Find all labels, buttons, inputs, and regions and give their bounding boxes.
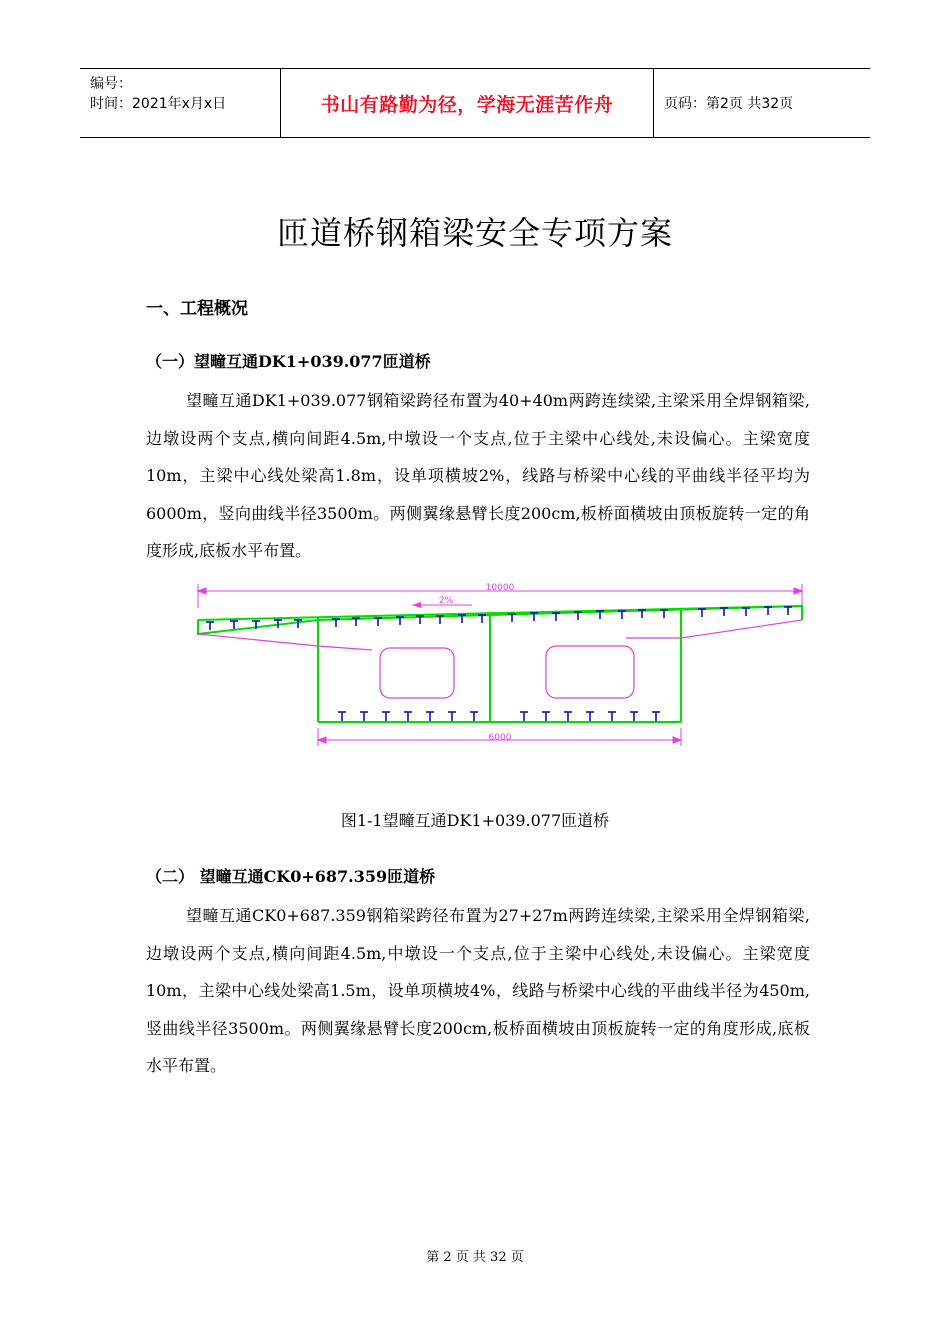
motto-text: 书山有路勤为径，学海无涯苦作舟 <box>320 93 614 116</box>
page-info: 页码：第2页 共32页 <box>664 96 794 112</box>
figure-caption: 图1-1望疃互通DK1+039.077匝道桥 <box>340 811 610 830</box>
subsection-heading-2: （二） 望疃互通CK0+687.359匝道桥 <box>146 867 436 886</box>
subsection-heading-1: （一）望疃互通DK1+039.077匝道桥 <box>146 352 431 371</box>
right-cell-opening <box>546 646 634 698</box>
left-cell-opening <box>380 648 454 698</box>
bottom-dimension-label: 6000 <box>488 733 512 743</box>
subsection-1-paragraph: 望疃互通DK1+039.077钢箱梁跨径布置为40+40m两跨连续梁,主梁采用全焊钢箱梁,边墩设两个支点,横向间距4.5m,中墩设一个支点,位于主梁中心线处,未设偏心。主梁宽度10m，主梁中心线处梁高1.8m，设单项横坡2%，线路与桥梁中心线的平曲线半径平均为6000m，竖向曲线半径3500m。两侧翼缘悬臂长度200cm,板桥面横坡由顶板旋转一定的角度形成,底板水平布置。 <box>146 391 810 560</box>
serial-number-label: 编号： <box>90 76 132 92</box>
girder-outline <box>198 606 802 722</box>
date-label: 时间：2021年x月x日 <box>90 96 227 112</box>
document-title: 匝道桥钢箱梁安全专项方案 <box>276 214 673 252</box>
slope-label: 2% <box>438 596 454 606</box>
bridge-cross-section-figure <box>190 578 810 750</box>
top-dimension-label: 10000 <box>485 583 515 593</box>
flange-lines <box>198 620 802 650</box>
section-heading: 一、工程概况 <box>146 299 248 319</box>
header-meta-cell <box>80 69 280 137</box>
page-footer: 第 2 页 共 32 页 <box>426 1250 524 1265</box>
page-header <box>80 68 870 138</box>
bottom-stiffeners <box>338 712 660 721</box>
header-page-cell <box>654 69 870 137</box>
header-motto-cell <box>280 69 654 137</box>
subsection-2-paragraph: 望疃互通CK0+687.359钢箱梁跨径布置为27+27m两跨连续梁,主梁采用全焊钢箱梁,边墩设两个支点,横向间距4.5m,中墩设一个支点,位于主梁中心线处,未设偏心。主梁宽度10m，主梁中心线处梁高1.5m，设单项横坡4%，线路与桥梁中心线的平曲线半径为450m,竖曲线半径3500m。两侧翼缘悬臂长度200cm,板桥面横坡由顶板旋转一定的角度形成,底板水平布置。 <box>146 906 810 1075</box>
